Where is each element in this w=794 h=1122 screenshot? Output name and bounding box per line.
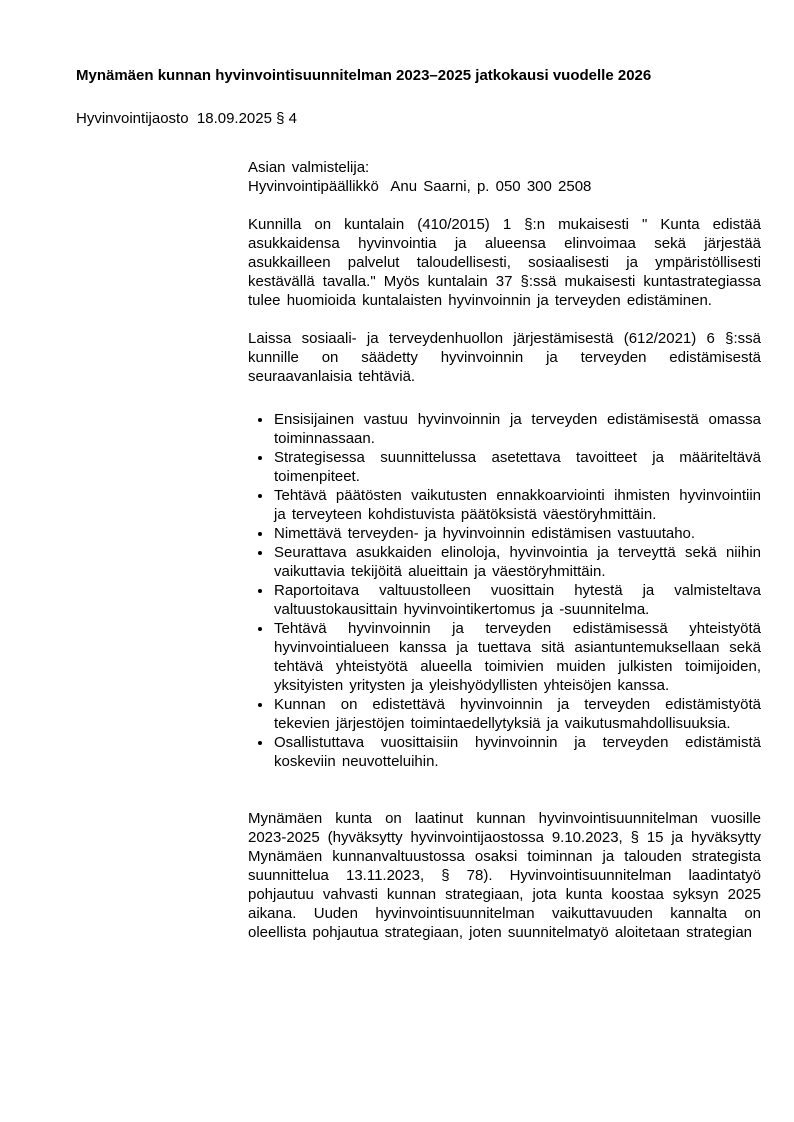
statutory-task-list bbox=[248, 410, 761, 771]
list-item: • Kunnan on edistettävä hyvinvoinnin ja terveyden edistämistyötä tekevien järjestöjen toimintaedellytyksiä ja vaikutusmahdollisuuksia. bbox=[273, 695, 761, 733]
list-item: • Osallistuttava vuosittaisiin hyvinvoinnin ja terveyden edistämistä koskeviin neuvotteluihin. bbox=[273, 733, 761, 771]
body-paragraph: Kunnilla on kuntalain (410/2015) 1 §:n mukaisesti " Kunta edistää asukkaidensa hyvinvointia ja alueensa elinvoimaa sekä järjestää asukkailleen palvelut taloudellisesti, sosiaalisesti ja ympäristöllisesti kestävällä tavalla." Myös kuntalain 37 §:ssä mukaisesti kuntastrategiassa tulee huomioida kuntalaisten hyvinvoinnin ja terveyden edistäminen. bbox=[248, 216, 761, 309]
list-item: • Raportoitava valtuustolleen vuosittain hytestä ja valmisteltava valtuustokausittain hyvinvointikertomus ja -suunnitelma. bbox=[273, 581, 761, 619]
closing-section bbox=[248, 809, 761, 942]
list-item: • Tehtävä hyvinvoinnin ja terveyden edistämisessä yhteistyötä hyvinvointialueen kanssa ja tuettava sitä asiantuntemuksellaan sekä tehtävä yhteistyötä alueella toimivien muiden julkisten toimijoiden, yksityisten yritysten ja yleishyödyllisten yhteisöjen kanssa. bbox=[273, 619, 761, 695]
preparer-block bbox=[248, 158, 761, 196]
list-item: • Nimettävä terveyden- ja hyvinvoinnin edistämisen vastuutaho. bbox=[273, 524, 761, 543]
preparer-label: Asian valmistelija: bbox=[248, 159, 370, 176]
document-body bbox=[248, 158, 761, 942]
preparer-value: Hyvinvointipäällikkö Anu Saarni, p. 050 300 2508 bbox=[248, 178, 592, 195]
closing-paragraph: Mynämäen kunta on laatinut kunnan hyvinvointisuunnitelman vuosille 2023-2025 (hyväksytty hyvinvointijaostossa 9.10.2023, § 15 ja hyväksytty Mynämäen kunnanvaltuustossa osaksi toiminnan ja talouden strategista suunnittelua 13.11.2023, § 78). Hyvinvointisuunnitelman laadintatyö pohjautuu vahvasti kunnan strategiaan, jota kunta koostaa syksyn 2025 aikana. Uuden hyvinvointisuunnitelman vaikuttavuuden kannalta on oleellista pohjautua strategiaan, joten suunnitelmatyö aloitetaan strategian bbox=[248, 810, 761, 941]
list-item: • Strategisessa suunnittelussa asetettava tavoitteet ja määriteltävä toimenpiteet. bbox=[273, 448, 761, 486]
meeting-info-line: Hyvinvointijaosto 18.09.2025 § 4 bbox=[76, 110, 297, 127]
list-item: • Ensisijainen vastuu hyvinvoinnin ja terveyden edistämisestä omassa toiminnassaan. bbox=[273, 410, 761, 448]
intro-paragraphs bbox=[248, 215, 761, 386]
list-item: • Tehtävä päätösten vaikutusten ennakkoarviointi ihmisten hyvinvointiin ja terveyteen kohdistuvista päätöksistä väestöryhmittäin. bbox=[273, 486, 761, 524]
document-title: Mynämäen kunnan hyvinvointisuunnitelman 2023–2025 jatkokausi vuodelle 2026 bbox=[76, 67, 652, 84]
list-item: • Seurattava asukkaiden elinoloja, hyvinvointia ja terveyttä sekä niihin vaikuttavia tekijöitä alueittain ja väestöryhmittäin. bbox=[273, 543, 761, 581]
body-paragraph: Laissa sosiaali- ja terveydenhuollon järjestämisestä (612/2021) 6 §:ssä kunnille on säädetty hyvinvoinnin ja terveyden edistämisestä seuraavanlaisia tehtäviä. bbox=[248, 330, 761, 385]
